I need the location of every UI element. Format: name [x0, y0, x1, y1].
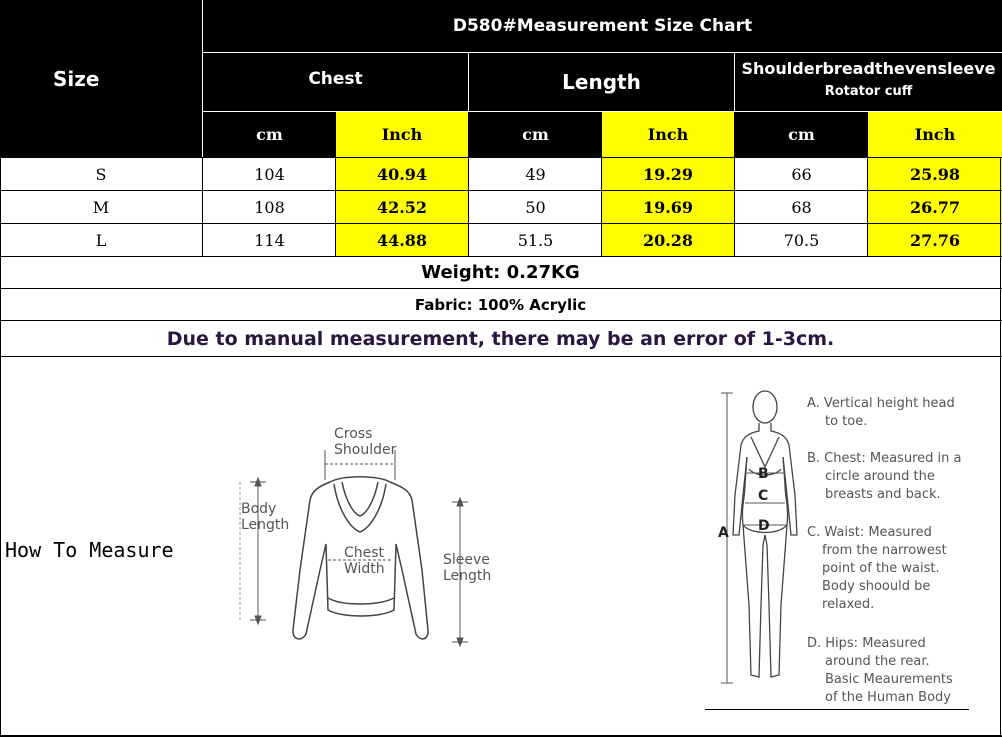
sleeve-length-label: [443, 552, 491, 584]
table-cell: 25.98: [868, 158, 1002, 190]
chart-title: D580#Measurement Size Chart: [203, 0, 1002, 52]
label-line: Length: [443, 568, 492, 584]
grid-line: [0, 157, 1002, 158]
shoulder-header-label: Shoulderbreadthevensleeve: [741, 59, 996, 78]
fabric-row: Fabric: 100% Acrylic: [414, 295, 587, 314]
table-cell: 19.69: [602, 191, 734, 223]
grid-line: [0, 190, 1002, 191]
note-line: circle around the: [825, 469, 935, 484]
grid-line: [202, 157, 203, 256]
size-cell: M: [92, 197, 110, 217]
label-line: Width: [344, 561, 385, 577]
unit-header-inch: Inch: [602, 112, 734, 157]
note-line: C. Waist: Measured: [807, 525, 932, 540]
grid-line: [734, 157, 735, 256]
grid-line: [335, 157, 336, 256]
note-a: [807, 395, 955, 431]
label-line: Cross: [334, 426, 373, 442]
note-line: D. Hips: Measured: [807, 636, 926, 651]
unit-header-inch: Inch: [868, 112, 1002, 157]
table-cell: 51.5: [517, 230, 554, 250]
grid-line: [1000, 157, 1001, 737]
grid-line: [601, 157, 602, 256]
table-cell: 44.88: [336, 224, 468, 256]
weight-row: Weight: 0.27KG: [421, 262, 580, 283]
table-cell: 19.29: [602, 158, 734, 190]
unit-header-cm: cm: [735, 112, 868, 157]
grid-line: [468, 157, 469, 256]
shoulder-group-header: [735, 53, 1002, 111]
size-cell: S: [95, 164, 107, 184]
marker-a: A: [718, 525, 729, 541]
table-cell: 49: [525, 164, 546, 184]
unit-header-inch: Inch: [336, 112, 468, 157]
note-line: breasts and back.: [825, 487, 941, 502]
note-line: of the Human Body: [825, 690, 951, 705]
note-c: [807, 524, 947, 614]
marker-b: B: [758, 466, 769, 482]
label-line: Body: [241, 501, 277, 517]
table-cell: 27.76: [868, 224, 1002, 256]
note-line: Body shoould be: [822, 579, 931, 594]
label-line: Sleeve: [443, 552, 490, 568]
table-cell: 68: [791, 197, 812, 217]
note-d: [807, 635, 953, 707]
marker-c: C: [758, 488, 769, 504]
table-cell: 66: [791, 164, 812, 184]
rotator-cuff-label: Rotator cuff: [824, 84, 913, 99]
note-line: A. Vertical height head: [807, 396, 955, 411]
unit-header-cm: cm: [203, 112, 336, 157]
chest-width-label: [344, 545, 385, 577]
table-cell: 114: [254, 230, 285, 250]
grid-line: [0, 157, 1, 737]
grid-line: [0, 356, 1002, 357]
how-to-measure-label: How To Measure: [5, 538, 174, 562]
length-group-header: Length: [469, 53, 734, 111]
table-cell: 42.52: [336, 191, 468, 223]
body-length-label: [241, 501, 289, 533]
table-cell: 40.94: [336, 158, 468, 190]
note-line: to toe.: [825, 414, 868, 429]
table-cell: 26.77: [868, 191, 1002, 223]
label-line: Length: [241, 517, 290, 533]
label-line: Shoulder: [334, 442, 397, 458]
marker-d: D: [758, 518, 770, 534]
note-line: point of the waist.: [822, 561, 940, 576]
grid-line: [867, 157, 868, 256]
size-header: Size: [0, 0, 150, 157]
note-line: B. Chest: Measured in a: [807, 451, 962, 466]
body-outline-icon: [733, 391, 797, 677]
label-line: Chest: [344, 545, 385, 561]
measurement-error-note: Due to manual measurement, there may be an error of 1-3cm.: [166, 327, 835, 350]
unit-header-cm: cm: [469, 112, 602, 157]
table-cell: 70.5: [783, 230, 820, 250]
table-cell: 50: [525, 197, 546, 217]
grid-line: [0, 223, 1002, 224]
note-line: from the narrowest: [822, 543, 947, 558]
note-line: relaxed.: [822, 597, 875, 612]
diagram-baseline: [705, 709, 969, 710]
table-cell: 104: [254, 164, 285, 184]
table-cell: 20.28: [602, 224, 734, 256]
cross-shoulder-label: [334, 426, 396, 458]
note-line: Basic Meaurements: [825, 672, 953, 687]
chest-group-header: Chest: [203, 53, 468, 111]
note-line: around the rear.: [825, 654, 930, 669]
note-b: [807, 450, 961, 504]
table-cell: 108: [254, 197, 285, 217]
size-cell: L: [95, 230, 107, 250]
